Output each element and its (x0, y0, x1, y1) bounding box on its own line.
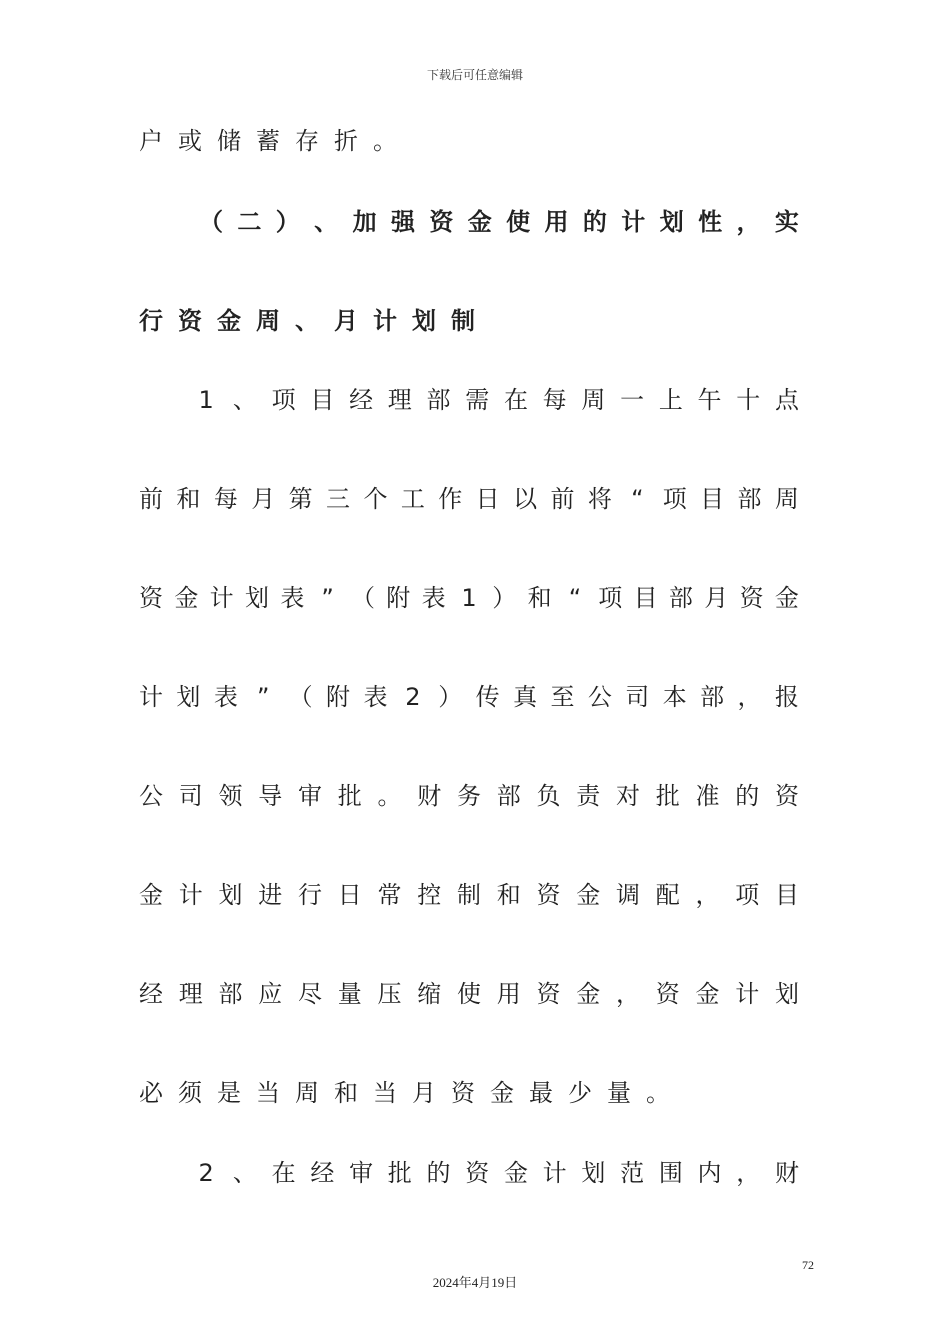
paragraph-line: 1 、 项 目 经 理 部 需 在 每 周 一 上 午 十 点 (198, 386, 799, 414)
paragraph-line: （ 二 ） 、 加 强 资 金 使 用 的 计 划 性 ， 实 (199, 208, 799, 236)
paragraph-line: 户 或 储 蓄 存 折 。 (139, 127, 397, 155)
paragraph-line: 公 司 领 导 审 批 。 财 务 部 负 责 对 批 准 的 资 (139, 782, 799, 810)
paragraph-line: 计 划 表 ” （ 附 表 2 ） 传 真 至 公 司 本 部 ， 报 (139, 683, 799, 711)
paragraph-line: 资 金 计 划 表 ” （ 附 表 1 ） 和 “ 项 目 部 月 资 金 (139, 584, 799, 612)
paragraph-line: 经 理 部 应 尽 量 压 缩 使 用 资 金 ， 资 金 计 划 (139, 980, 799, 1008)
paragraph-line: 前 和 每 月 第 三 个 工 作 日 以 前 将 “ 项 目 部 周 (139, 485, 799, 513)
paragraph-line: 2 、 在 经 审 批 的 资 金 计 划 范 围 内 ， 财 (198, 1159, 799, 1187)
paragraph-line: 行 资 金 周 、 月 计 划 制 (139, 307, 475, 335)
footer-date: 2024年4月19日 (432, 1275, 518, 1290)
page-number: 72 (802, 1258, 814, 1272)
page-header: 下载后可任意编辑 (426, 68, 523, 82)
paragraph-line: 必 须 是 当 周 和 当 月 资 金 最 少 量 。 (139, 1079, 670, 1107)
paragraph-line: 金 计 划 进 行 日 常 控 制 和 资 金 调 配 ， 项 目 (139, 881, 799, 909)
